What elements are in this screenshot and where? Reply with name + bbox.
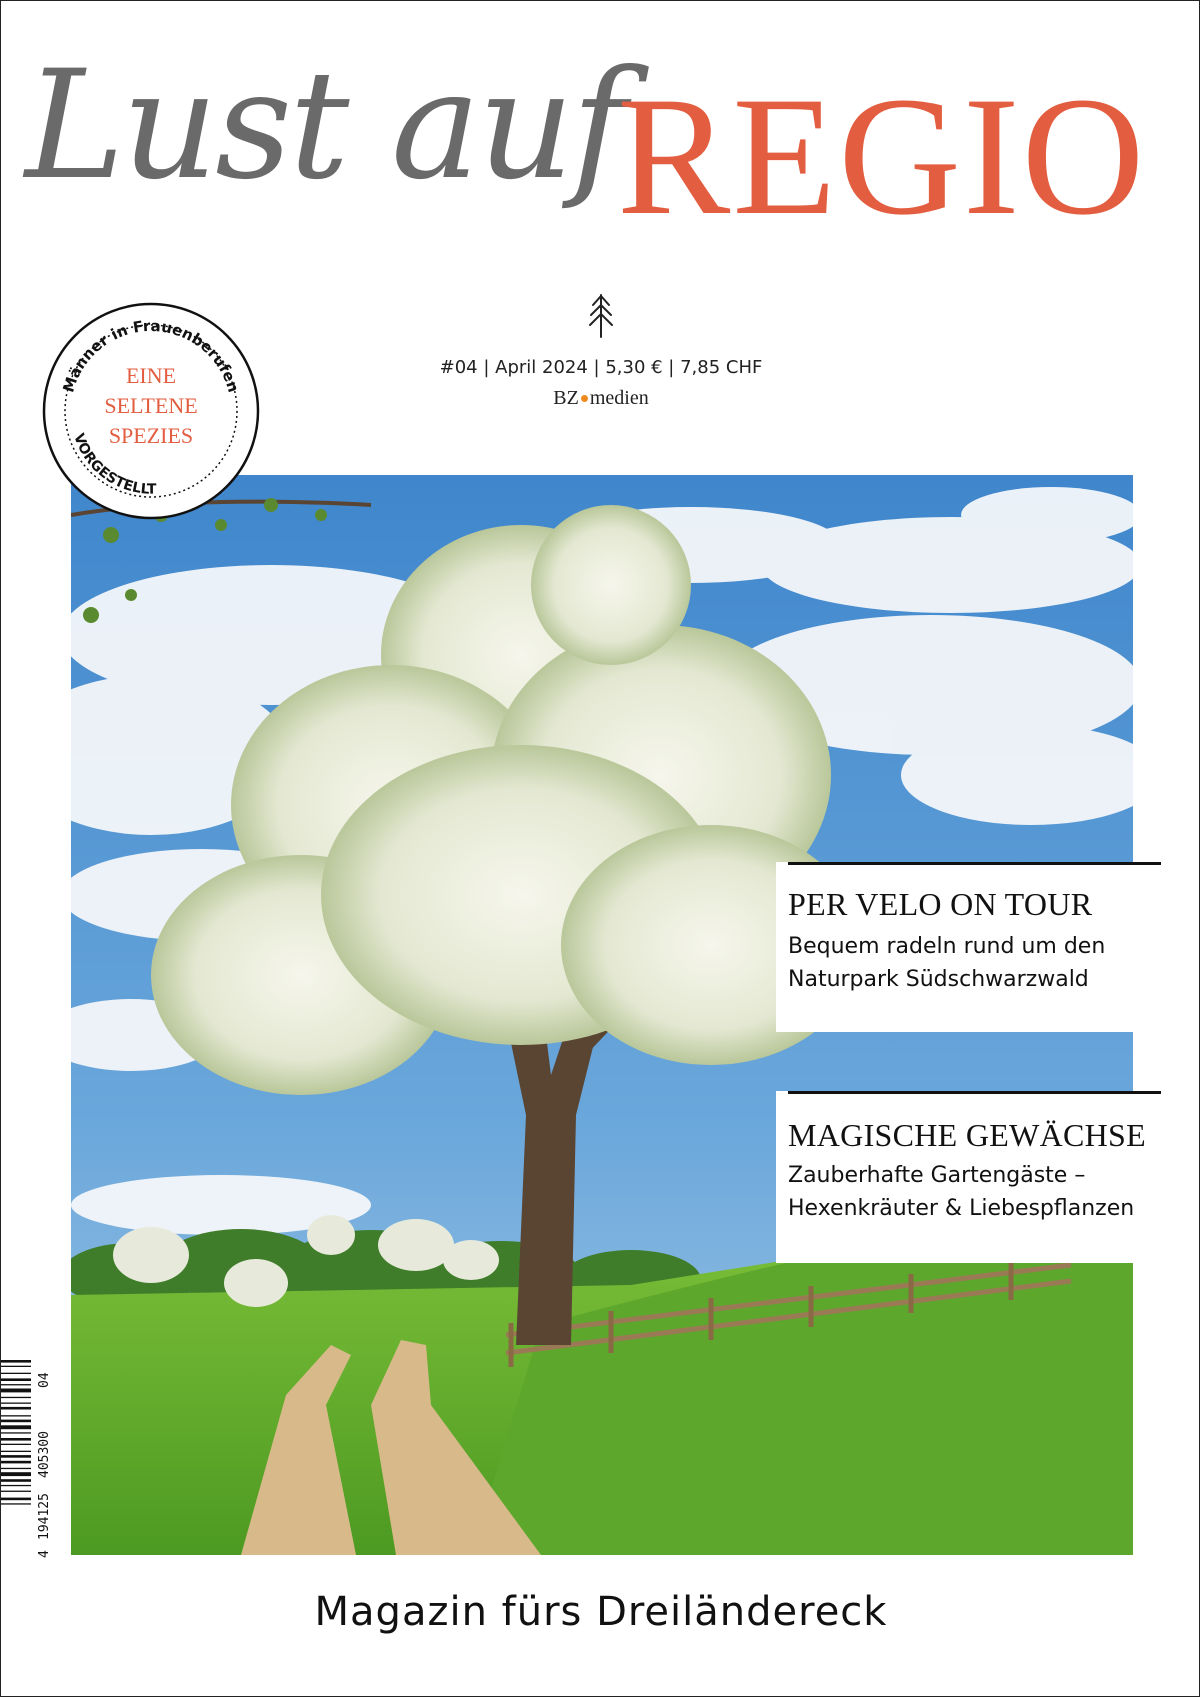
teaser-velo[interactable] xyxy=(776,862,1161,1032)
barcode-group-1: 194125 xyxy=(37,1493,52,1540)
stamp-arc-top: Männer in Frauenberufen xyxy=(59,316,243,395)
masthead-script-title: Lust auf xyxy=(25,39,624,213)
teaser-line: Zauberhafte Gartengäste – xyxy=(788,1163,1086,1188)
barcode-addon: 04 xyxy=(37,1372,52,1388)
issue-info: #04 | April 2024 | 5,30 € | 7,85 CHF xyxy=(439,357,763,378)
publisher-name-left: BZ xyxy=(553,387,579,409)
teaser-rule xyxy=(788,1091,1161,1094)
barcode-group-2: 405300 xyxy=(37,1431,52,1478)
publisher-logo xyxy=(301,387,901,410)
teaser-line: Bequem radeln rund um den xyxy=(788,934,1106,959)
cover-tagline: Magazin fürs Dreiländereck xyxy=(314,1589,888,1635)
publisher-dot xyxy=(581,395,588,402)
teaser-headline: MAGISCHE GEWÄCHSE xyxy=(788,1117,1146,1153)
masthead-main-title: REGIO xyxy=(617,62,1147,250)
teaser-text xyxy=(788,1159,1134,1225)
barcode-lead-digit: 4 xyxy=(37,1550,52,1558)
stamp-line: SPEZIES xyxy=(108,423,194,448)
teaser-gewaechse[interactable] xyxy=(776,1091,1161,1263)
stamp-line: EINE xyxy=(125,363,177,388)
publisher-name-right: medien xyxy=(589,387,649,409)
stamp-text xyxy=(41,361,261,451)
stamp-arc-bottom: VORGESTELLT xyxy=(70,431,157,498)
barcode-digits xyxy=(4,1362,54,1558)
fir-tree-icon xyxy=(586,293,616,339)
teaser-line: Naturpark Südschwarzwald xyxy=(788,967,1089,992)
teaser-headline: PER VELO ON TOUR xyxy=(788,886,1093,922)
teaser-line: Hexenkräuter & Liebespflanzen xyxy=(788,1196,1135,1221)
teaser-text xyxy=(788,930,1105,996)
stamp-line: SELTENE xyxy=(104,393,198,418)
teaser-rule xyxy=(788,862,1161,865)
